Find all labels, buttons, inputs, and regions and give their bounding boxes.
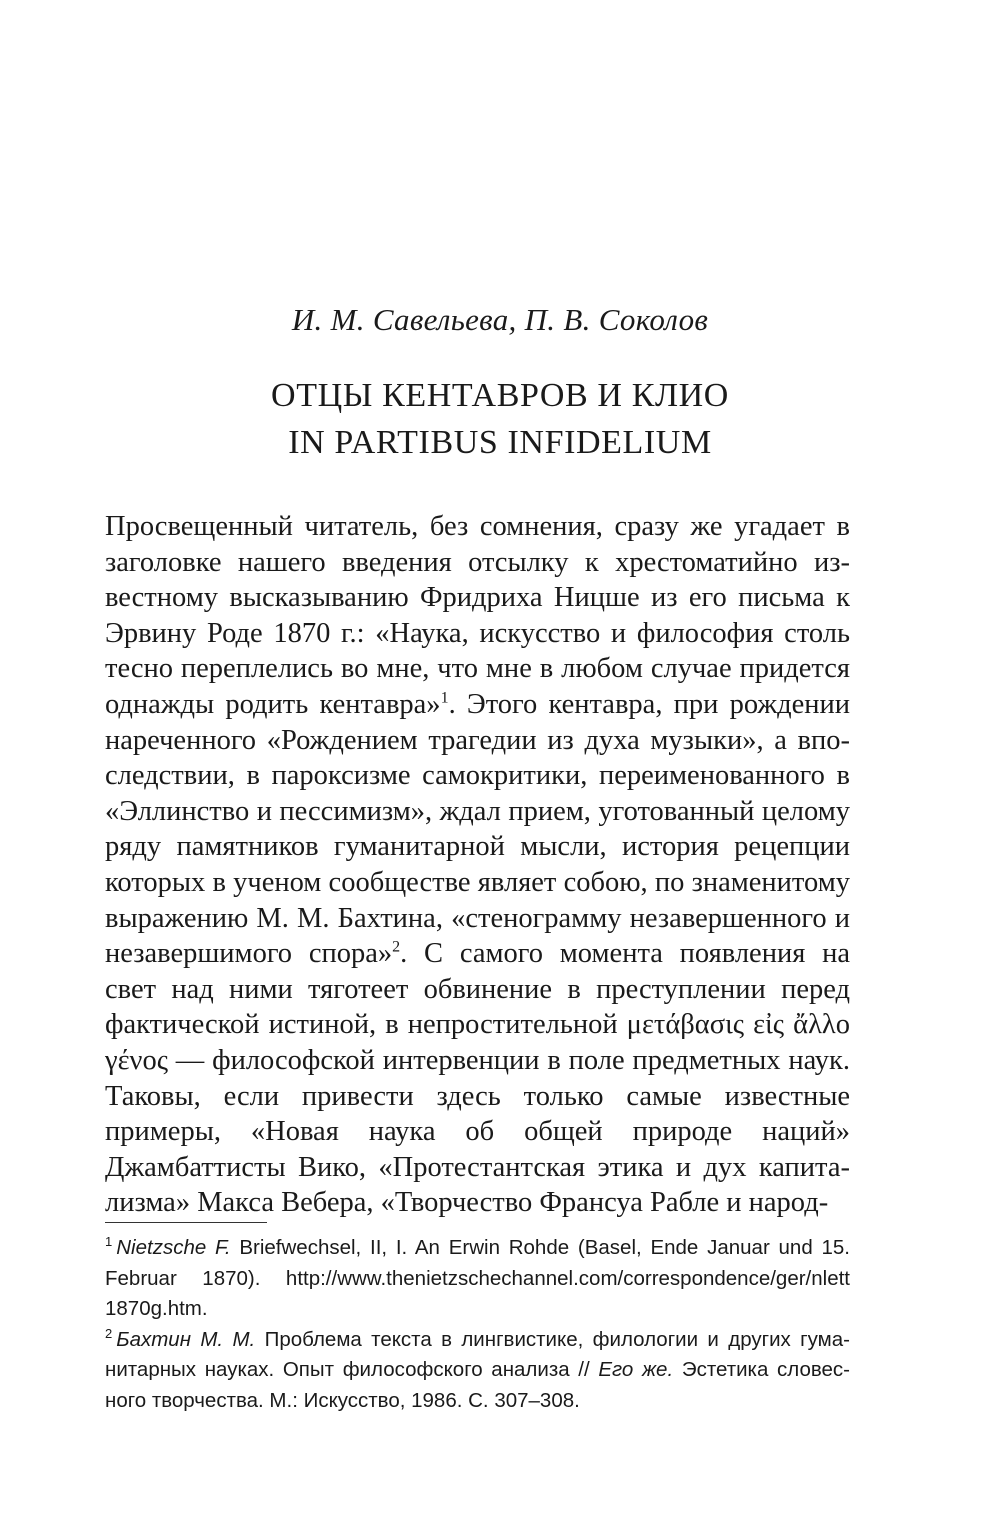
footnote-author: Nietzsche F.	[116, 1236, 231, 1259]
footnote-text-cont: Эстетика словесного творчества. М.: Искусство, 1986. С. 307–308.	[105, 1358, 850, 1412]
footnote-1	[105, 1233, 850, 1325]
footnote-author-ref: Его же.	[598, 1358, 674, 1381]
footnote-number: 1	[105, 1234, 113, 1250]
footnote-divider	[105, 1222, 267, 1223]
article-authors: И. М. Савельева, П. В. Соколов	[291, 302, 709, 337]
footnote-ref-2: 2	[392, 938, 401, 956]
body-text-part-3: . С самого момента появления на свет над ними тяготеет обвинение в преступлении перед фактической истиной, в непростительной μετάβασις εἰς ἄλλο γένος — философской интервенции в поле предметных наук. Таковы, если привести здесь только самые известные примеры, «Новая наука об общей природе наций» Джамбаттисты Вико, «Протестантская этика и дух капитализма» Макса Вебера, «Творчество Франсуа Рабле и народ-	[105, 938, 850, 1219]
body-text	[105, 509, 850, 1221]
title-line-1: ОТЦЫ КЕНТАВРОВ И КЛИО	[271, 377, 729, 414]
footnote-ref-1: 1	[440, 689, 449, 707]
article-title	[0, 372, 1000, 466]
footnote-2	[105, 1325, 850, 1417]
footnote-author: Бахтин М. М.	[116, 1327, 256, 1351]
title-line-2: IN PARTIBUS INFIDELIUM	[288, 424, 712, 461]
footnote-number: 2	[105, 1325, 113, 1341]
footnote-text: Проблема текста в лингвистике, филологии и других гуманитарных науках. Опыт философского анализа //	[105, 1327, 850, 1381]
body-text-part-2: . Этого кентавра, при рождении нареченного «Рождением трагедии из духа музыки», а впоследствии, в пароксизме самокритики, переименованного в «Эллинство и пессимизм», ждал прием, уготованный целому ряду памятников гуманитарной мысли, история рецепции которых в ученом сообществе являет собою, по знаменитому выражению М. М. Бахтина, «стенограмму незавершенного и незавершимого спора»	[105, 688, 850, 970]
footnote-text: Briefwechsel, II, I. An Erwin Rohde (Basel, Ende Januar und 15. Februar 1870). http://www.thenietzschechannel.com/correspondence/ger/nlett 1870g.htm.	[105, 1236, 850, 1320]
footnotes	[105, 1233, 850, 1416]
body-text-part-1: Просвещенный читатель, без сомнения, сразу же угадает в заголовке нашего введения отсылку к хрестоматийно известному высказыванию Фридриха Ницше из его письма к Эрвину Роде 1870 г.: «Наука, искусство и философия столь тесно переплелись во мне, что мне в любом случае придется однажды родить кентавра»	[105, 511, 850, 720]
paragraph	[105, 509, 850, 1221]
